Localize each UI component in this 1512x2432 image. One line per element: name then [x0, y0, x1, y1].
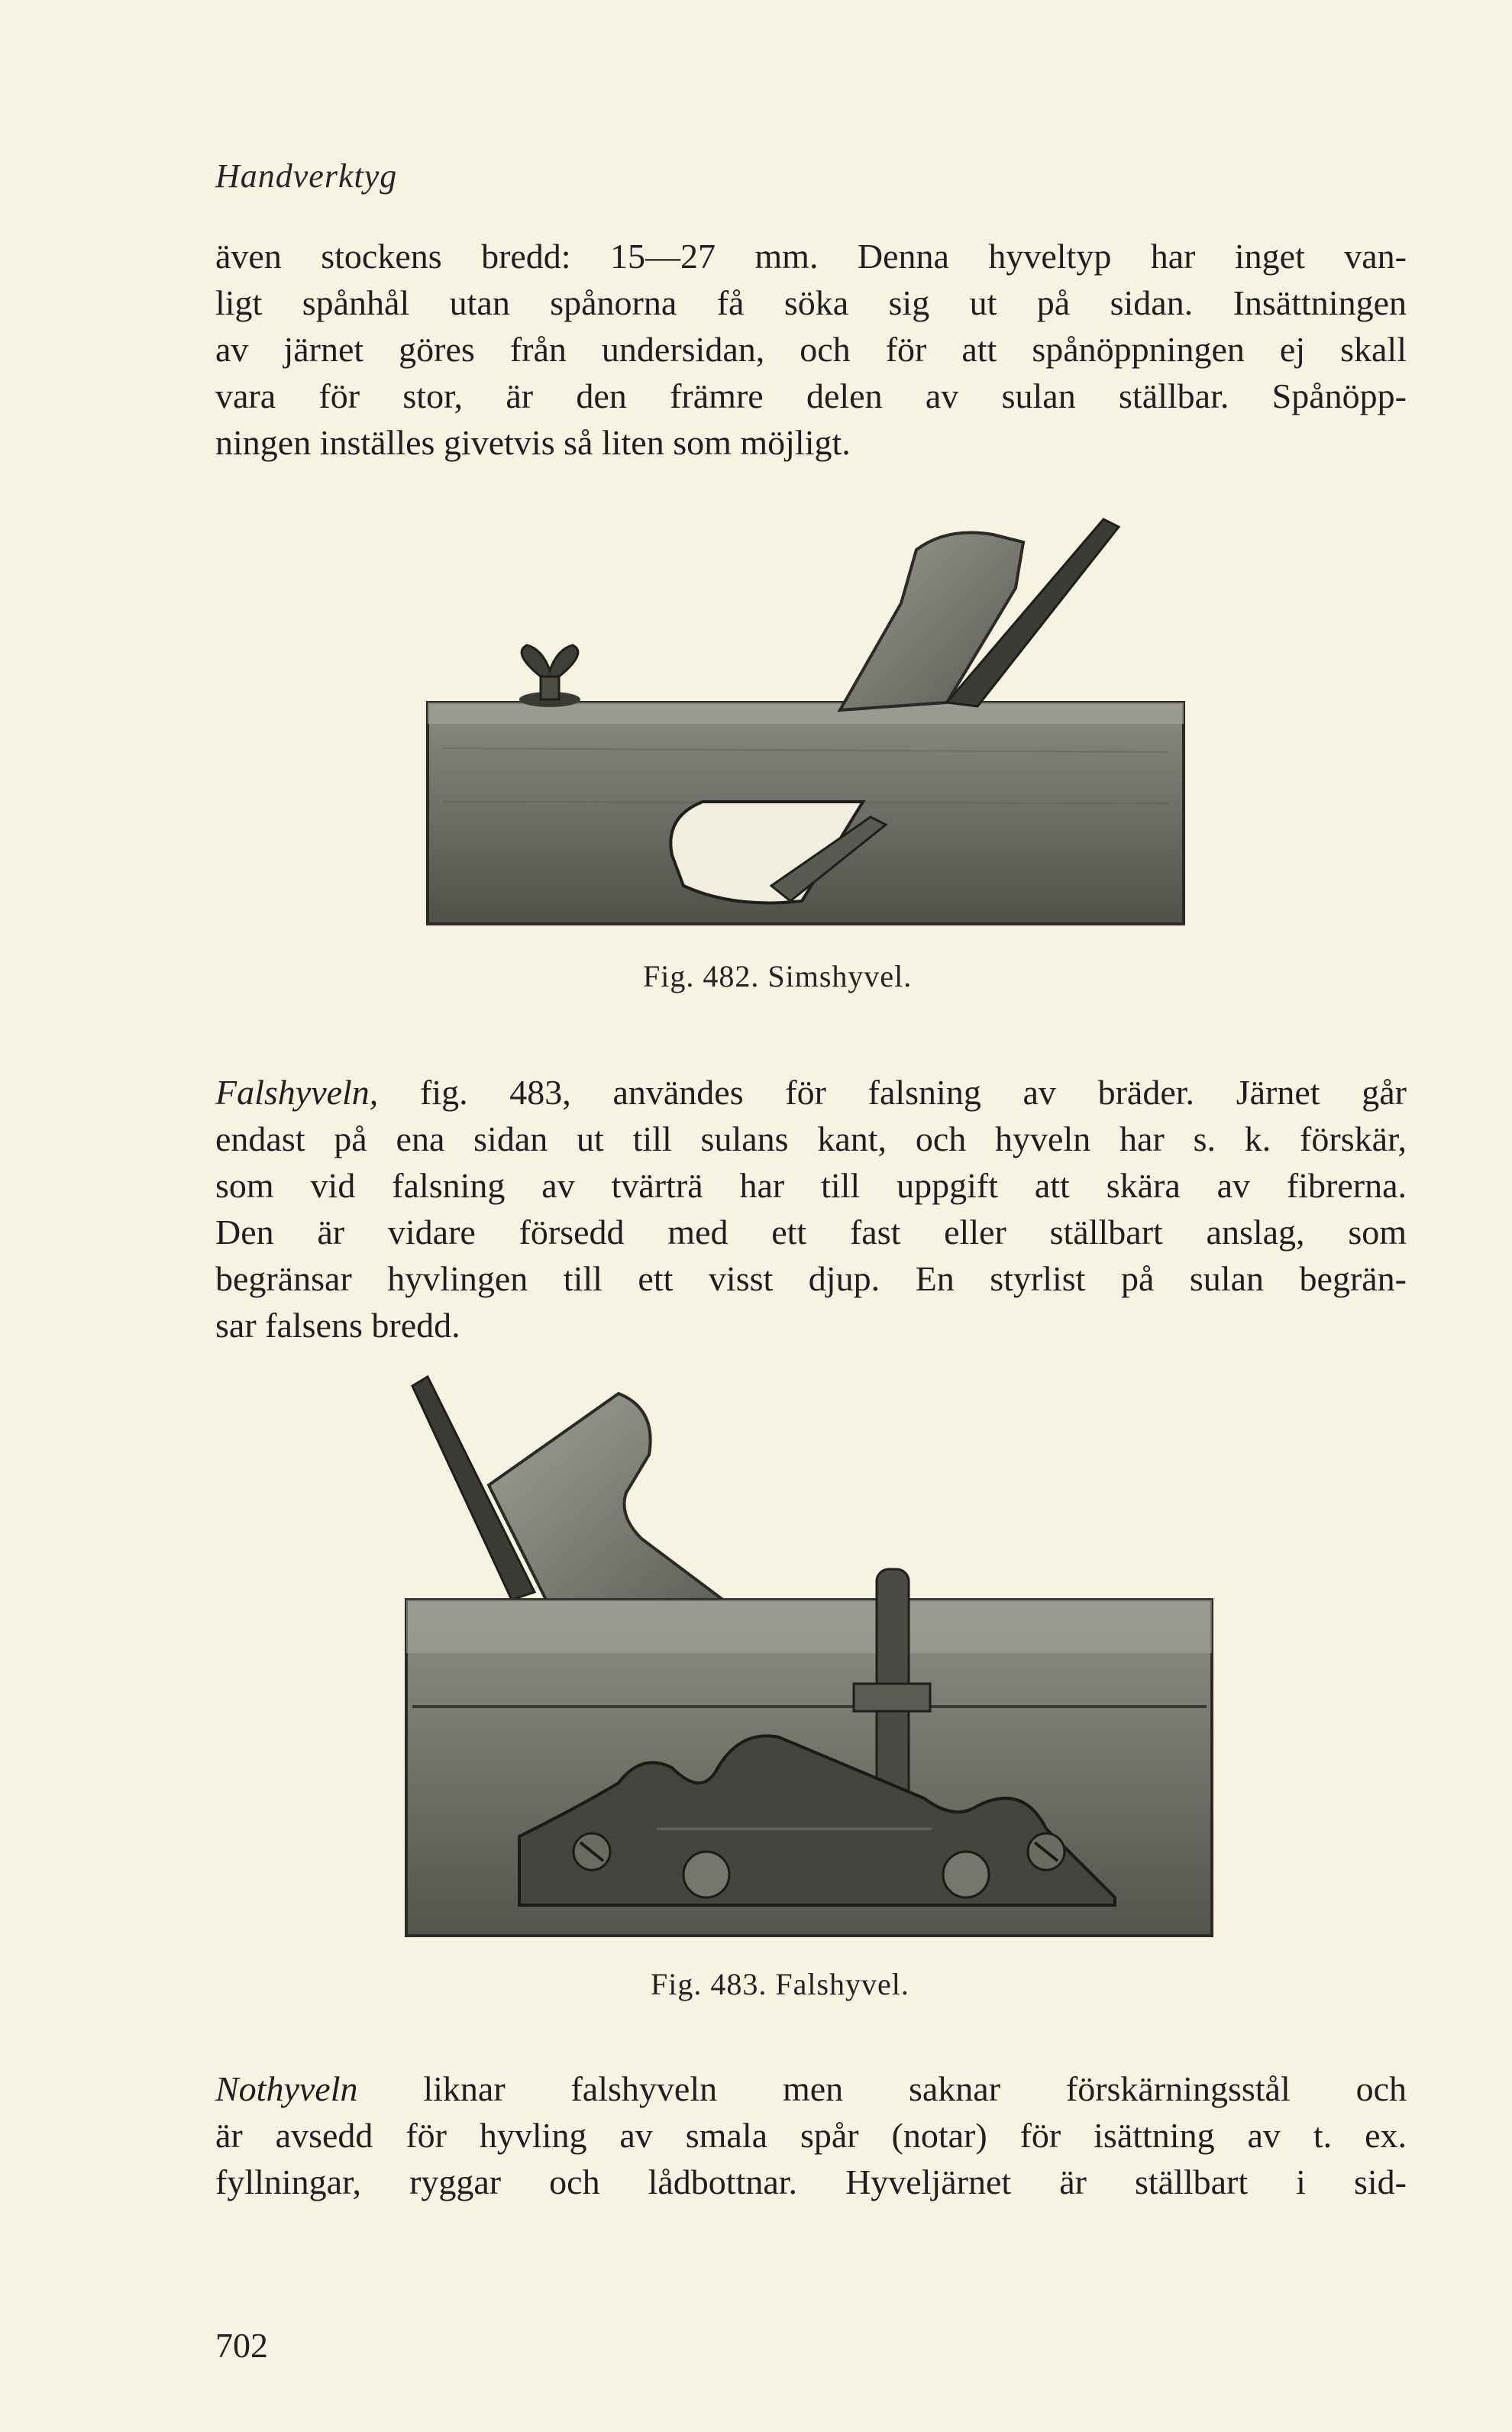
figure-482-simshyvel-illustration: [412, 496, 1207, 939]
text-line: är avsedd för hyvling av smala spår (notar) för isättning av t. ex.: [215, 2116, 1407, 2155]
figure-483-falshyvel-illustration: [397, 1371, 1222, 1951]
text-line: sar falsens bredd.: [215, 1306, 460, 1345]
text-line: endast på ena sidan ut till sulans kant, och hyveln har s. k. förskär,: [215, 1119, 1407, 1158]
paragraph-2: [215, 1069, 1407, 1348]
text-line: av järnet göres från undersidan, och för att spånöppningen ej skall: [215, 330, 1407, 369]
text-span: fig. 483, användes för falsning av bräder. Järnet går: [378, 1073, 1407, 1112]
figure-482-caption: Fig. 482. Simshyvel.: [643, 959, 913, 993]
term-falshyveln: Falshyveln,: [215, 1073, 379, 1112]
term-nothyveln: Nothyveln: [215, 2069, 358, 2108]
text-line: ligt spånhål utan spånorna få söka sig ut på sidan. Insättningen: [215, 283, 1407, 322]
text-line: vara för stor, är den främre delen av sulan ställbar. Spånöpp-: [215, 376, 1407, 415]
text-span: liknar falshyveln men saknar förskärningsstål och: [357, 2069, 1407, 2108]
text-line: [215, 1069, 1407, 1116]
text-line: ningen inställes givetvis så liten som möjligt.: [215, 423, 851, 462]
text-line: som vid falsning av tvärträ har till uppgift att skära av fibrerna.: [215, 1166, 1407, 1205]
paragraph-1: [215, 233, 1407, 466]
text-line: begränsar hyvlingen till ett visst djup. En styrlist på sulan begrän-: [215, 1259, 1407, 1298]
figure-483-caption: Fig. 483. Falshyvel.: [651, 1967, 909, 2001]
text-line: även stockens bredd: 15—27 mm. Denna hyveltyp har inget van-: [215, 237, 1407, 276]
paragraph-3: [215, 2065, 1407, 2205]
text-line: Den är vidare försedd med ett fast eller ställbart anslag, som: [215, 1213, 1407, 1252]
running-head: Handverktyg: [215, 157, 398, 195]
page-number: 702: [215, 2326, 268, 2365]
text-line: fyllningar, ryggar och lådbottnar. Hyveljärnet är ställbart i sid-: [215, 2162, 1407, 2201]
text-line: [215, 2065, 1407, 2112]
